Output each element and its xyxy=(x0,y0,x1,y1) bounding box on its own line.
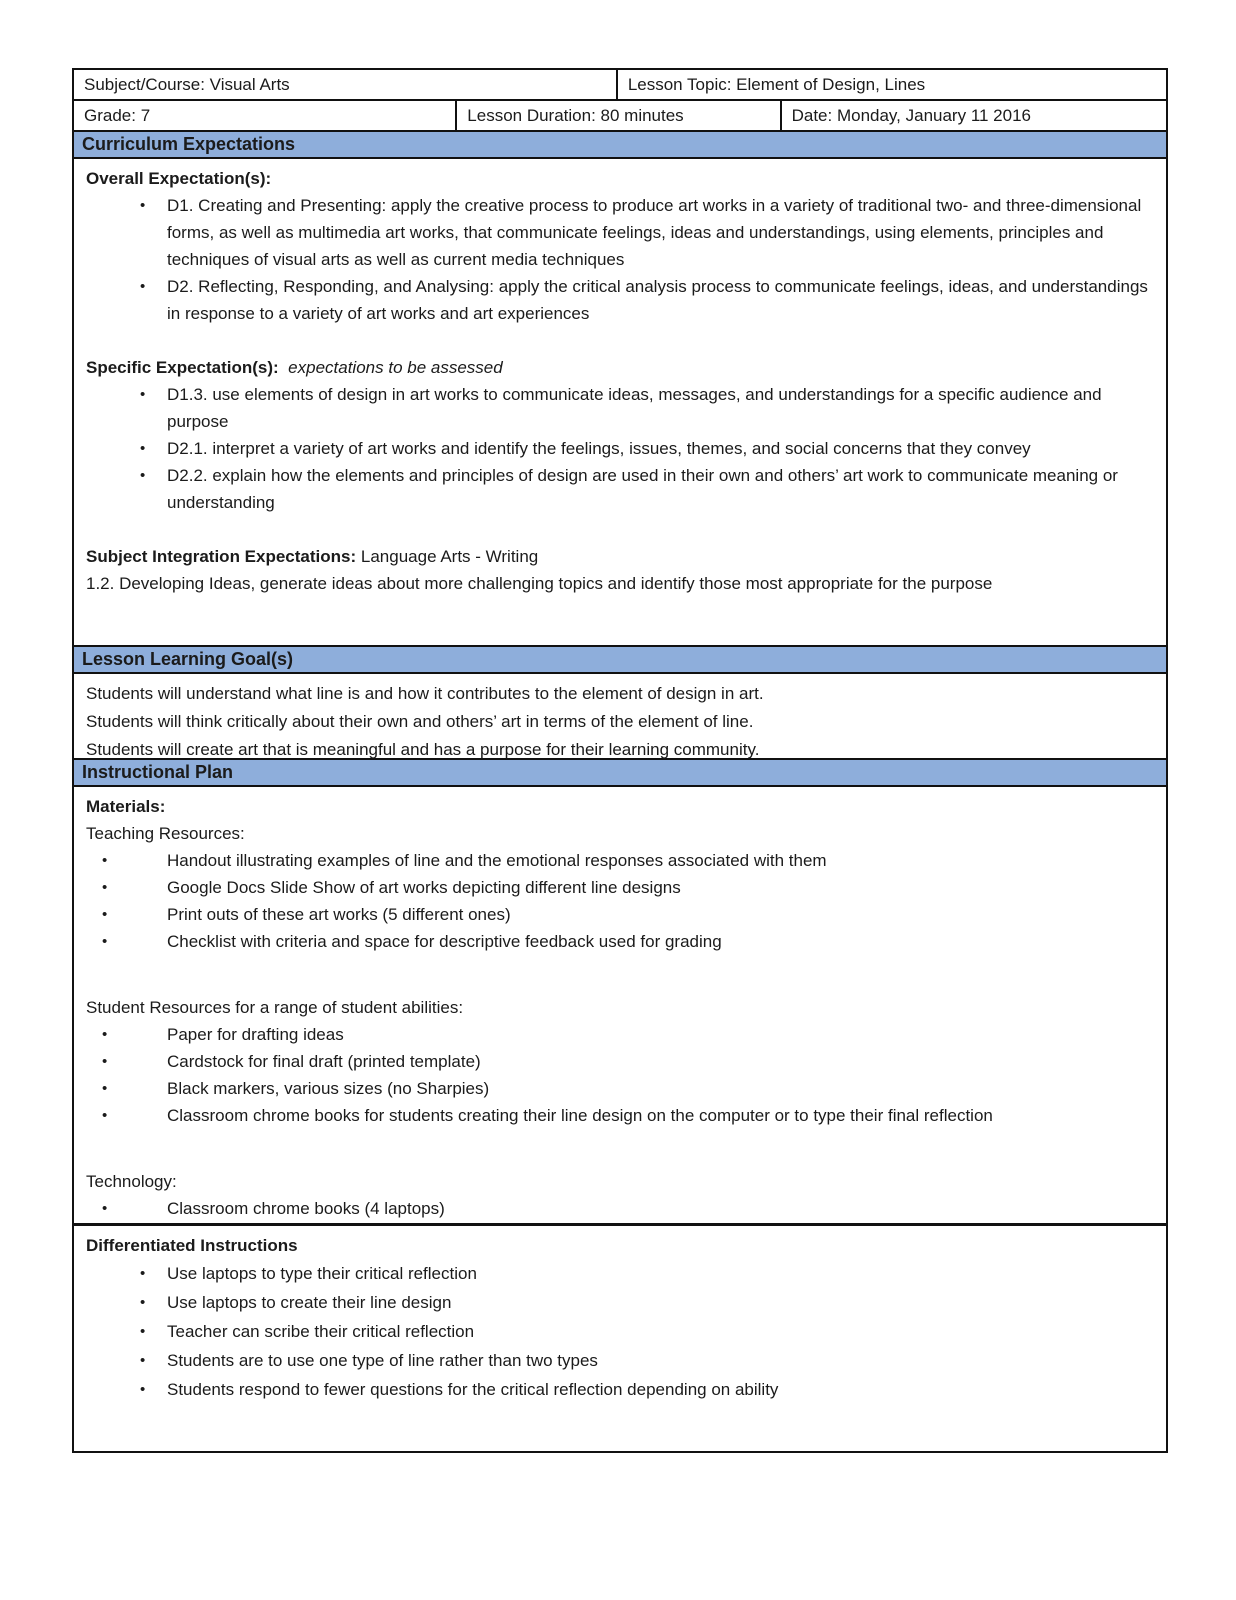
student-resources-list xyxy=(84,1021,1152,1129)
bullet-icon: • xyxy=(102,1107,108,1124)
date-text: Date: Monday, January 11 2016 xyxy=(791,106,1032,125)
bullet-icon: • xyxy=(102,933,108,950)
bullet-icon: • xyxy=(102,1080,108,1097)
student-resources-label: Student Resources for a range of student abilities: xyxy=(86,998,464,1017)
subject-course-text: Subject/Course: Visual Arts xyxy=(84,75,290,94)
date-cell xyxy=(782,101,1166,130)
list-item: • Classroom chrome books for students creating their line design on the computer or to type their final reflection xyxy=(100,1102,1152,1129)
info-row-1 xyxy=(74,70,1166,101)
technology-list xyxy=(84,1195,1152,1222)
specific-expectations-list xyxy=(84,381,1152,516)
bullet-icon: • xyxy=(102,1053,108,1070)
list-item: • Google Docs Slide Show of art works depicting different line designs xyxy=(100,874,1152,901)
bullet-icon: • xyxy=(140,1352,146,1369)
bullet-icon: • xyxy=(140,1265,146,1282)
list-item: • D1. Creating and Presenting: apply the creative process to produce art works in a variety of traditional two- and three-dimensional forms, as well as multimedia art works, that communicate feelings, ideas and understandings, using elements, principles and techniques of visual arts as well as current media techniques xyxy=(130,192,1152,273)
bullet-icon: • xyxy=(140,467,146,484)
specific-expectations-label: Specific Expectation(s): expectations to be assessed xyxy=(86,358,503,377)
bullet-icon: • xyxy=(102,1200,108,1217)
section-title: Lesson Learning Goal(s) xyxy=(82,649,294,669)
bullet-icon: • xyxy=(140,386,146,403)
list-item: • Use laptops to type their critical reflection xyxy=(130,1260,1152,1288)
list-item: • Checklist with criteria and space for descriptive feedback used for grading xyxy=(100,928,1152,955)
list-item: • Handout illustrating examples of line and the emotional responses associated with them xyxy=(100,847,1152,874)
subject-integration-line xyxy=(84,543,1152,570)
list-item: • Classroom chrome books (4 laptops) xyxy=(100,1195,1152,1222)
bullet-icon: • xyxy=(102,879,108,896)
list-item: • Teacher can scribe their critical reflection xyxy=(130,1318,1152,1346)
section-header-curriculum-expectations xyxy=(74,132,1166,159)
differentiated-instructions-list xyxy=(84,1260,1152,1404)
list-item: • D2. Reflecting, Responding, and Analysing: apply the critical analysis process to communicate feelings, ideas, and understandings in response to a variety of art works and art experiences xyxy=(130,273,1152,327)
subject-course-cell xyxy=(74,70,618,99)
specific-expectations-note: expectations to be assessed xyxy=(288,358,503,377)
info-row-2 xyxy=(74,101,1166,132)
teaching-resources-list xyxy=(84,847,1152,955)
differentiated-instructions-label: Differentiated Instructions xyxy=(86,1236,298,1255)
list-item: • Black markers, various sizes (no Sharpies) xyxy=(100,1075,1152,1102)
overall-expectations-label: Overall Expectation(s): xyxy=(86,169,272,188)
bullet-icon: • xyxy=(102,852,108,869)
lesson-topic-cell xyxy=(618,70,1166,99)
lesson-duration-cell xyxy=(457,101,781,130)
subject-integration-value: Language Arts - Writing xyxy=(360,547,539,566)
goal-line: Students will think critically about their own and others’ art in terms of the element of line. xyxy=(86,712,754,731)
section-title: Instructional Plan xyxy=(82,762,234,782)
section-header-instructional-plan xyxy=(74,760,1166,787)
bullet-icon: • xyxy=(140,1294,146,1311)
goal-line: Students will understand what line is and how it contributes to the element of design in art. xyxy=(86,684,764,703)
list-item: • Cardstock for final draft (printed template) xyxy=(100,1048,1152,1075)
grade-cell xyxy=(74,101,457,130)
bullet-icon: • xyxy=(140,1381,146,1398)
goal-line: Students will create art that is meaningful and has a purpose for their learning community. xyxy=(86,740,760,759)
bullet-icon: • xyxy=(140,1323,146,1340)
differentiated-instructions-block xyxy=(74,1225,1166,1451)
teaching-resources-label: Teaching Resources: xyxy=(86,824,245,843)
subject-integration-detail: 1.2. Developing Ideas, generate ideas about more challenging topics and identify those most appropriate for the purpose xyxy=(86,574,993,593)
bullet-icon: • xyxy=(140,197,146,214)
list-item: • Print outs of these art works (5 different ones) xyxy=(100,901,1152,928)
subject-integration-label: Subject Integration Expectations: xyxy=(86,547,357,566)
grade-text: Grade: 7 xyxy=(84,106,151,125)
instructional-plan-materials-block xyxy=(74,787,1166,1225)
list-item: • D2.1. interpret a variety of art works and identify the feelings, issues, themes, and social concerns that they convey xyxy=(130,435,1152,462)
list-item: • Paper for drafting ideas xyxy=(100,1021,1152,1048)
bullet-icon: • xyxy=(102,1026,108,1043)
list-item: • Use laptops to create their line design xyxy=(130,1289,1152,1317)
overall-expectations-list xyxy=(84,192,1152,327)
lesson-duration-text: Lesson Duration: 80 minutes xyxy=(467,106,684,125)
curriculum-expectations-block xyxy=(74,159,1166,647)
lesson-learning-goals-block xyxy=(74,674,1166,760)
lesson-topic-text: Lesson Topic: Element of Design, Lines xyxy=(627,75,926,94)
bullet-icon: • xyxy=(102,906,108,923)
list-item: • Students are to use one type of line rather than two types xyxy=(130,1347,1152,1375)
list-item: • Students respond to fewer questions for the critical reflection depending on ability xyxy=(130,1376,1152,1404)
technology-label: Technology: xyxy=(86,1172,177,1191)
lesson-plan-table xyxy=(72,68,1168,1453)
bullet-icon: • xyxy=(140,278,146,295)
section-header-lesson-learning-goals xyxy=(74,647,1166,674)
list-item: • D1.3. use elements of design in art works to communicate ideas, messages, and understandings for a specific audience and purpose xyxy=(130,381,1152,435)
section-title: Curriculum Expectations xyxy=(82,134,296,154)
list-item: • D2.2. explain how the elements and principles of design are used in their own and others’ art work to communicate meaning or understanding xyxy=(130,462,1152,516)
bullet-icon: • xyxy=(140,440,146,457)
materials-label: Materials: xyxy=(86,797,166,816)
